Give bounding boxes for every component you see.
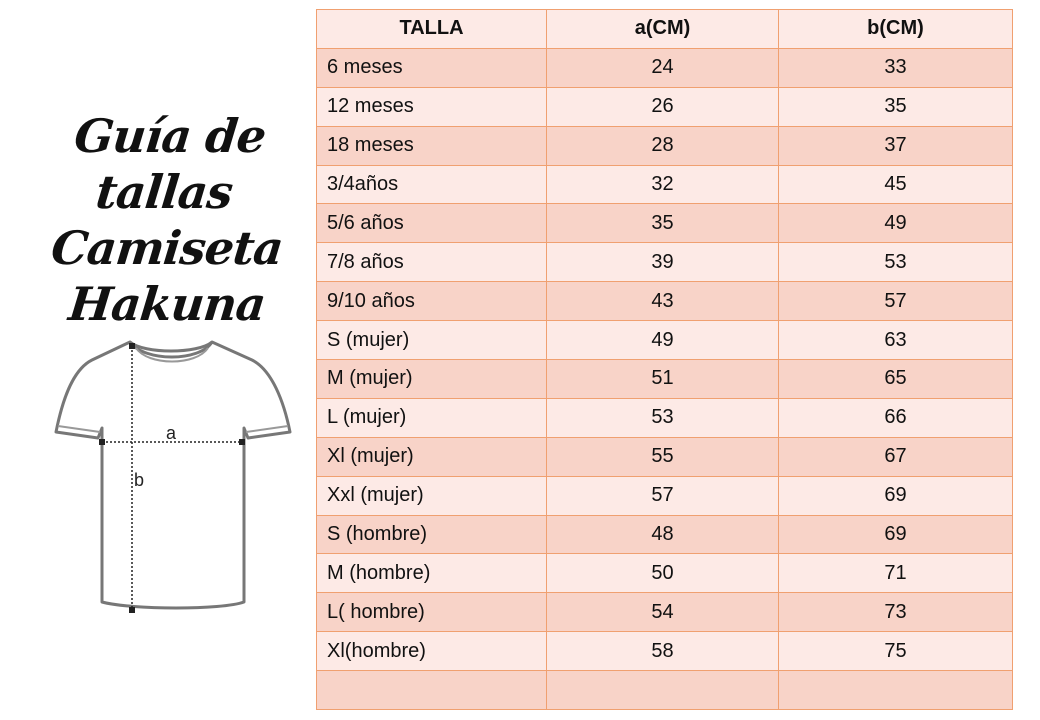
title-line-3: Hakuna <box>66 277 268 331</box>
cell-a: 43 <box>547 282 779 321</box>
cell-a: 53 <box>547 398 779 437</box>
label-a: a <box>166 423 177 443</box>
cell-b: 57 <box>779 282 1013 321</box>
table-row <box>317 437 1013 476</box>
table-row <box>317 282 1013 321</box>
cell-b: 73 <box>779 593 1013 632</box>
header-b: b(CM) <box>779 10 1013 49</box>
cell-talla: 5/6 años <box>317 204 547 243</box>
table-row <box>317 165 1013 204</box>
cell-b: 35 <box>779 87 1013 126</box>
size-table <box>316 9 1013 710</box>
cell-talla: 12 meses <box>317 87 547 126</box>
cell-b: 69 <box>779 515 1013 554</box>
table-row <box>317 126 1013 165</box>
cell-b: 65 <box>779 360 1013 399</box>
tshirt-collar <box>130 342 212 351</box>
table-row <box>317 360 1013 399</box>
cell-a: 54 <box>547 593 779 632</box>
cell-talla: S (mujer) <box>317 321 547 360</box>
table-row <box>317 671 1013 710</box>
cell-b: 66 <box>779 398 1013 437</box>
cell-talla: L( hombre) <box>317 593 547 632</box>
label-b: b <box>134 470 145 490</box>
cell-talla: M (mujer) <box>317 360 547 399</box>
cell-b: 63 <box>779 321 1013 360</box>
table-row <box>317 87 1013 126</box>
cell-a: 50 <box>547 554 779 593</box>
cell-a: 24 <box>547 48 779 87</box>
cell-b: 37 <box>779 126 1013 165</box>
cell-b: 45 <box>779 165 1013 204</box>
cell-a: 51 <box>547 360 779 399</box>
cell-talla: Xxl (mujer) <box>317 476 547 515</box>
cell-a: 55 <box>547 437 779 476</box>
cell-b: 67 <box>779 437 1013 476</box>
title-line-2: Camiseta <box>48 221 286 275</box>
cell-a: 57 <box>547 476 779 515</box>
table-header-row <box>317 10 1013 49</box>
tshirt-diagram <box>52 332 292 622</box>
cell-a: 35 <box>547 204 779 243</box>
cell-b <box>779 671 1013 710</box>
page-title <box>22 108 312 332</box>
header-talla: TALLA <box>317 10 547 49</box>
cell-talla: 7/8 años <box>317 243 547 282</box>
cell-a: 49 <box>547 321 779 360</box>
cell-talla: 18 meses <box>317 126 547 165</box>
table-row <box>317 398 1013 437</box>
table-row <box>317 632 1013 671</box>
cell-talla: 3/4años <box>317 165 547 204</box>
header-a: a(CM) <box>547 10 779 49</box>
table-row <box>317 48 1013 87</box>
tshirt-outline <box>56 342 290 608</box>
cell-b: 75 <box>779 632 1013 671</box>
table-row <box>317 243 1013 282</box>
table-row <box>317 204 1013 243</box>
cell-a: 39 <box>547 243 779 282</box>
cell-b: 53 <box>779 243 1013 282</box>
cell-talla: L (mujer) <box>317 398 547 437</box>
cell-talla: 6 meses <box>317 48 547 87</box>
cell-a: 48 <box>547 515 779 554</box>
cell-a: 28 <box>547 126 779 165</box>
cell-a: 26 <box>547 87 779 126</box>
cell-b: 49 <box>779 204 1013 243</box>
cell-b: 71 <box>779 554 1013 593</box>
cell-talla <box>317 671 547 710</box>
cell-talla: Xl (mujer) <box>317 437 547 476</box>
table-row <box>317 321 1013 360</box>
table-row <box>317 554 1013 593</box>
title-line-1: Guía de tallas <box>71 109 269 219</box>
table-row <box>317 476 1013 515</box>
table-row <box>317 593 1013 632</box>
cell-a: 32 <box>547 165 779 204</box>
cell-talla: Xl(hombre) <box>317 632 547 671</box>
cell-talla: S (hombre) <box>317 515 547 554</box>
cell-a <box>547 671 779 710</box>
cell-b: 69 <box>779 476 1013 515</box>
cell-b: 33 <box>779 48 1013 87</box>
table-row <box>317 515 1013 554</box>
cell-talla: 9/10 años <box>317 282 547 321</box>
cell-talla: M (hombre) <box>317 554 547 593</box>
cell-a: 58 <box>547 632 779 671</box>
